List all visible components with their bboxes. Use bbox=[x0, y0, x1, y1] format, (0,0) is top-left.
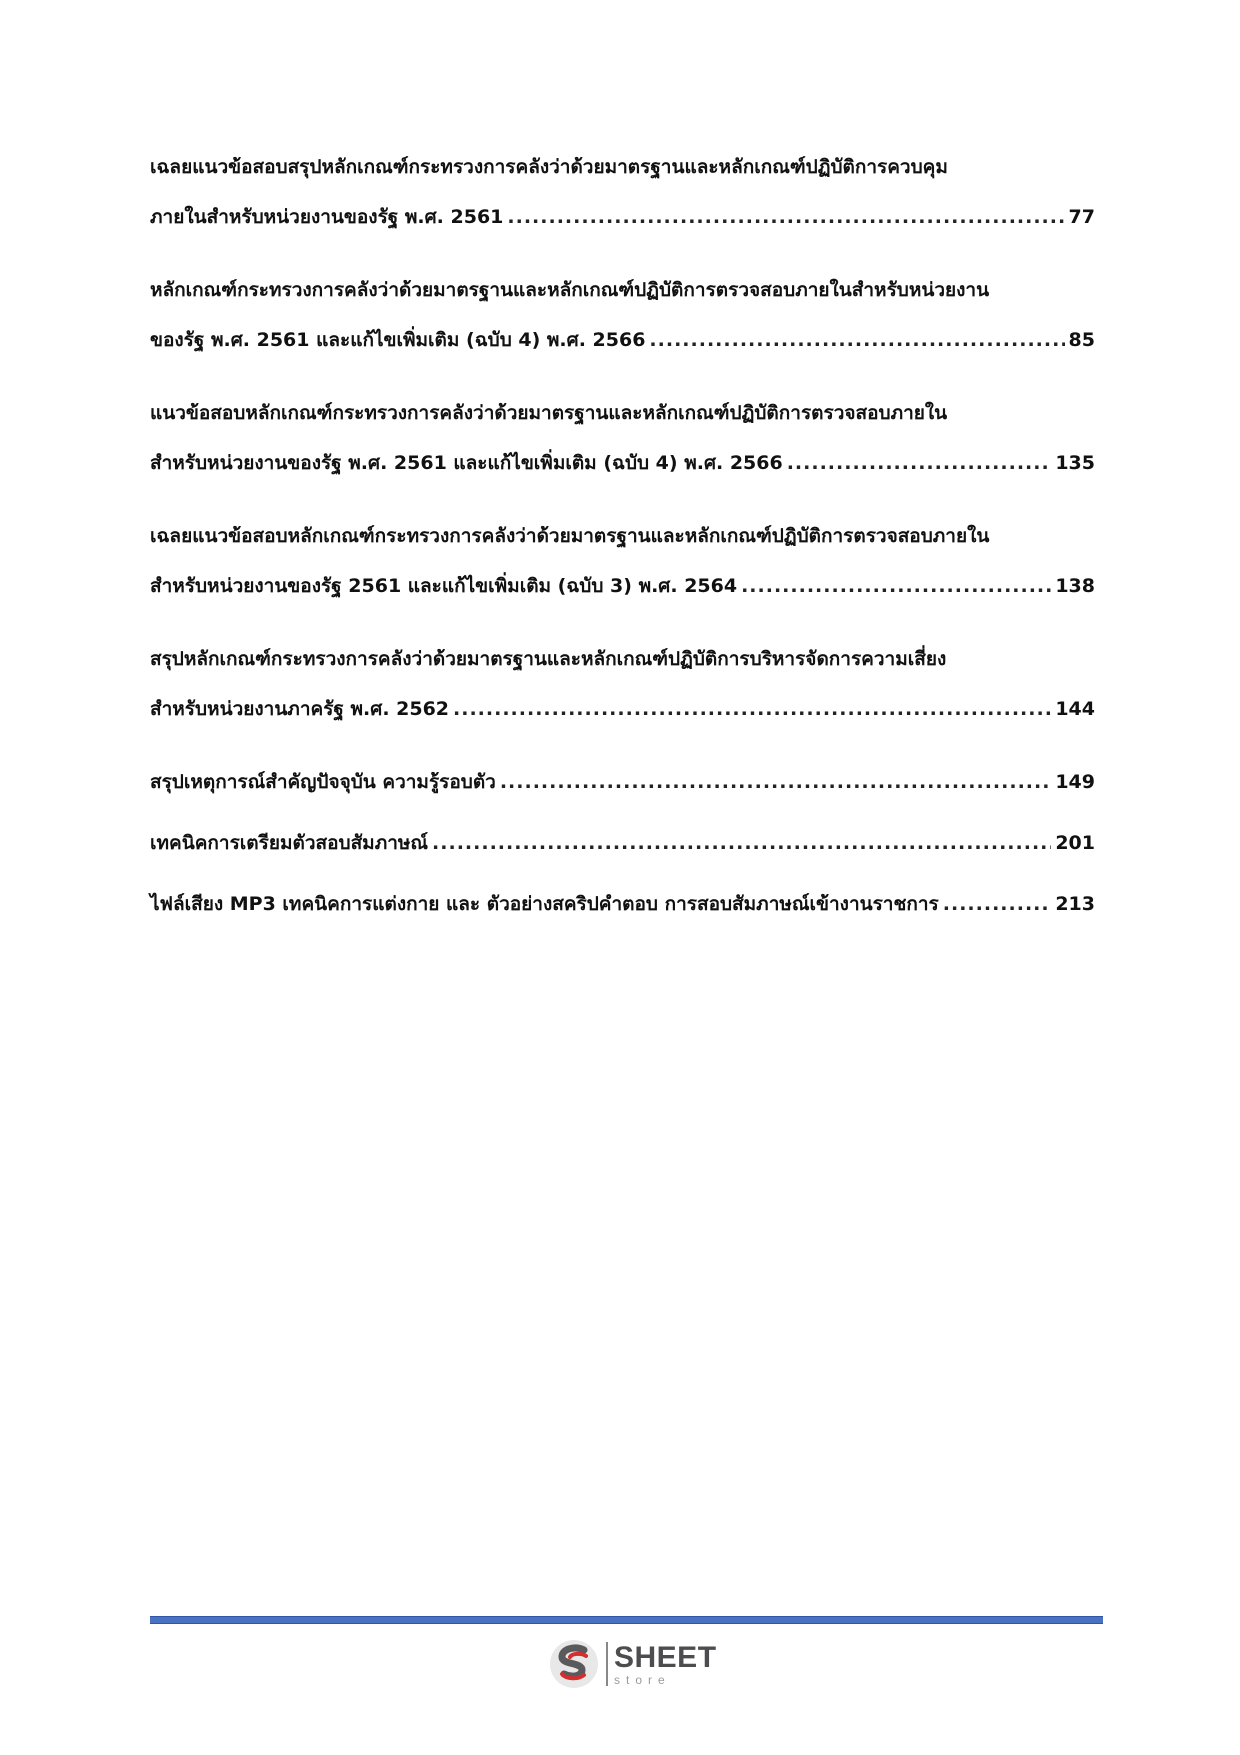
table-of-contents bbox=[150, 142, 1095, 940]
toc-entry[interactable] bbox=[150, 265, 1095, 365]
toc-entry-title-line2: สำหรับหน่วยงานของรัฐ 2561 และแก้ไขเพิ่มเติม (ฉบับ 3) พ.ศ. 2564 bbox=[150, 575, 738, 597]
dot-leader bbox=[432, 818, 1051, 868]
logo-divider bbox=[606, 1642, 608, 1686]
dot-leader bbox=[500, 757, 1051, 807]
toc-entry-page-number: 138 bbox=[1055, 575, 1095, 597]
toc-entry-page-number: 213 bbox=[1055, 893, 1095, 915]
toc-entry-page-number: 77 bbox=[1068, 206, 1095, 228]
toc-entry-title-line1: สรุปหลักเกณฑ์กระทรวงการคลังว่าด้วยมาตรฐานและหลักเกณฑ์ปฏิบัติการบริหารจัดการความเสี่ยง bbox=[150, 648, 947, 670]
toc-entry-title-line2: ของรัฐ พ.ศ. 2561 และแก้ไขเพิ่มเติม (ฉบับ 4) พ.ศ. 2566 bbox=[150, 329, 646, 351]
toc-entry-title-line1: แนวข้อสอบหลักเกณฑ์กระทรวงการคลังว่าด้วยมาตรฐานและหลักเกณฑ์ปฏิบัติการตรวจสอบภายใน bbox=[150, 402, 948, 424]
toc-entry-title: สรุปเหตุการณ์สำคัญปัจจุบัน ความรู้รอบตัว bbox=[150, 771, 496, 793]
sheet-store-logo-icon bbox=[548, 1638, 600, 1690]
toc-entry-page-number: 135 bbox=[1055, 452, 1095, 474]
toc-entry-page-number: 85 bbox=[1068, 329, 1095, 351]
toc-entry[interactable] bbox=[150, 818, 1095, 868]
toc-entry[interactable] bbox=[150, 142, 1095, 242]
toc-entry-title-line1: เฉลยแนวข้อสอบหลักเกณฑ์กระทรวงการคลังว่าด้วยมาตรฐานและหลักเกณฑ์ปฏิบัติการตรวจสอบภายใน bbox=[150, 525, 990, 547]
toc-entry-page-number: 144 bbox=[1055, 698, 1095, 720]
toc-entry[interactable] bbox=[150, 634, 1095, 734]
toc-entry-page-number: 201 bbox=[1055, 832, 1095, 854]
sheet-store-logo bbox=[548, 1636, 717, 1692]
toc-entry[interactable] bbox=[150, 757, 1095, 807]
toc-entry[interactable] bbox=[150, 879, 1095, 929]
toc-entry-title-line2: สำหรับหน่วยงานของรัฐ พ.ศ. 2561 และแก้ไขเพิ่มเติม (ฉบับ 4) พ.ศ. 2566 bbox=[150, 452, 783, 474]
logo-wordmark: SHEET bbox=[614, 1640, 717, 1674]
toc-entry-title-line2: ภายในสำหรับหน่วยงานของรัฐ พ.ศ. 2561 bbox=[150, 206, 504, 228]
toc-entry[interactable] bbox=[150, 388, 1095, 488]
logo-tagline: store bbox=[614, 1672, 671, 1687]
dot-leader bbox=[787, 438, 1052, 488]
toc-entry[interactable] bbox=[150, 511, 1095, 611]
toc-entry-title: เทคนิคการเตรียมตัวสอบสัมภาษณ์ bbox=[150, 832, 429, 854]
dot-leader bbox=[453, 684, 1051, 734]
dot-leader bbox=[741, 561, 1051, 611]
dot-leader bbox=[507, 192, 1064, 242]
toc-entry-title: ไฟล์เสียง MP3 เทคนิคการแต่งกาย และ ตัวอย่างสคริปคำตอบ การสอบสัมภาษณ์เข้างานราชการ bbox=[150, 893, 939, 915]
toc-entry-title-line2: สำหรับหน่วยงานภาครัฐ พ.ศ. 2562 bbox=[150, 698, 450, 720]
dot-leader bbox=[943, 879, 1052, 929]
toc-entry-title-line1: หลักเกณฑ์กระทรวงการคลังว่าด้วยมาตรฐานและหลักเกณฑ์ปฏิบัติการตรวจสอบภายในสำหรับหน่วยงาน bbox=[150, 279, 990, 301]
footer-divider bbox=[150, 1616, 1103, 1624]
dot-leader bbox=[649, 315, 1064, 365]
toc-entry-title-line1: เฉลยแนวข้อสอบสรุปหลักเกณฑ์กระทรวงการคลังว่าด้วยมาตรฐานและหลักเกณฑ์ปฏิบัติการควบคุม bbox=[150, 156, 948, 178]
toc-entry-page-number: 149 bbox=[1055, 771, 1095, 793]
